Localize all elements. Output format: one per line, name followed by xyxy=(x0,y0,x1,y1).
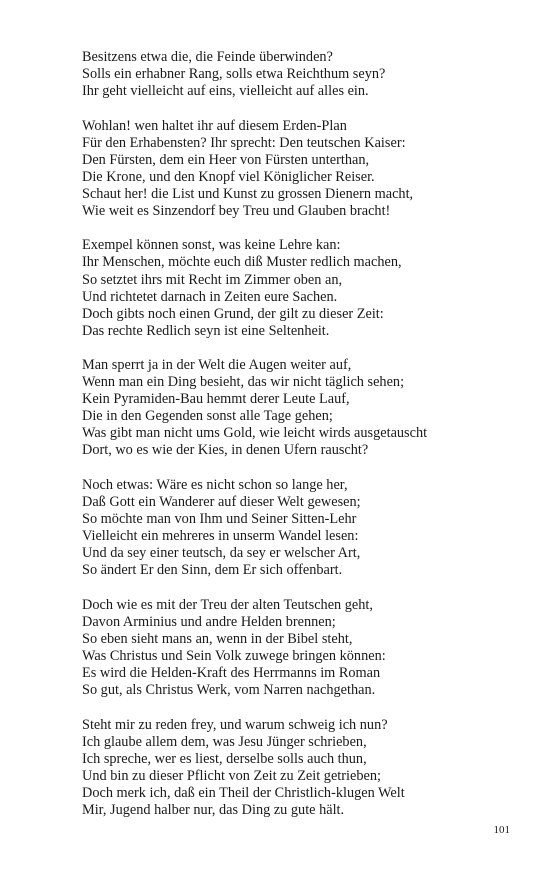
verse-line: Vielleicht ein mehreres in unserm Wandel lesen: xyxy=(82,528,359,545)
verse-line: So möchte man von Ihm und Seiner Sitten-Lehr xyxy=(82,511,357,528)
verse-line: Doch wie es mit der Treu der alten Teutschen geht, xyxy=(82,596,373,613)
verse-line: Doch merk ich, daß ein Theil der Christlich-klugen Welt xyxy=(82,784,405,801)
verse-line: Solls ein erhabner Rang, solls etwa Reichthum seyn? xyxy=(82,66,386,83)
verse-line: Ich spreche, wer es liest, derselbe solls auch thun, xyxy=(82,750,367,767)
verse-line: Dort, wo es wie der Kies, in denen Ufern rauscht? xyxy=(82,442,369,459)
verse-line: Mir, Jugend halber nur, das Ding zu gute hält. xyxy=(82,801,345,818)
poem-text xyxy=(82,49,522,836)
verse-line: Den Fürsten, dem ein Heer von Fürsten unterthan, xyxy=(82,151,370,168)
verse-line: Besitzens etwa die, die Feinde überwinden? xyxy=(82,49,333,65)
verse-line: Wohlan! wen haltet ihr auf diesem Erden-Plan xyxy=(82,117,347,134)
verse-line: Was Christus und Sein Volk zuwege bringen können: xyxy=(82,647,386,664)
verse-line: Davon Arminius und andre Helden brennen; xyxy=(82,613,336,630)
page-number: 101 xyxy=(493,824,510,836)
verse-line: Wie weit es Sinzendorf bey Treu und Glauben bracht! xyxy=(82,202,391,219)
verse-line: Es wird die Helden-Kraft des Herrmanns im Roman xyxy=(82,664,381,681)
verse-line: Doch gibts noch einen Grund, der gilt zu dieser Zeit: xyxy=(82,305,384,322)
verse-line: Steht mir zu reden frey, und warum schweig ich nun? xyxy=(82,716,388,733)
verse-line: Exempel können sonst, was keine Lehre kan: xyxy=(82,237,341,254)
verse-line: Ich glaube allem dem, was Jesu Jünger schrieben, xyxy=(82,733,367,750)
stanza xyxy=(82,49,522,100)
verse-line: Man sperrt ja in der Welt die Augen weiter auf, xyxy=(82,357,352,374)
verse-line: Noch etwas: Wäre es nicht schon so lange her, xyxy=(82,476,348,493)
verse-line: Wenn man ein Ding besieht, das wir nicht täglich sehen; xyxy=(82,374,405,391)
verse-line: So gut, als Christus Werk, vom Narren nachgethan. xyxy=(82,682,376,698)
verse-line: Kein Pyramiden-Bau hemmt derer Leute Lauf, xyxy=(82,391,350,408)
stanza xyxy=(82,597,522,699)
verse-line: Das rechte Redlich seyn ist eine Seltenheit. xyxy=(82,322,330,339)
verse-line: Und richtetet darnach in Zeiten eure Sachen. xyxy=(82,288,338,305)
verse-line: Und bin zu dieser Pflicht von Zeit zu Zeit getrieben; xyxy=(82,767,381,784)
verse-line: Daß Gott ein Wanderer auf dieser Welt gewesen; xyxy=(82,494,361,511)
stanza xyxy=(82,357,522,459)
stanza xyxy=(82,477,522,579)
verse-line: Für den Erhabensten? Ihr sprecht: Den teutschen Kaiser: xyxy=(82,134,406,151)
verse-line: Die Krone, und den Knopf viel Königlicher Reiser. xyxy=(82,168,375,185)
verse-line: Ihr geht vielleicht auf eins, vielleicht auf alles ein. xyxy=(82,83,369,100)
verse-line: Und da sey einer teutsch, da sey er welscher Art, xyxy=(82,545,361,562)
verse-line: So setztet ihrs mit Recht im Zimmer oben an, xyxy=(82,271,343,288)
verse-line: Die in den Gegenden sonst alle Tage gehen; xyxy=(82,408,333,425)
stanza xyxy=(82,717,522,819)
verse-line: Was gibt man nicht ums Gold, wie leicht wirds ausgetauscht xyxy=(82,425,428,442)
verse-line: So ändert Er den Sinn, dem Er sich offenbart. xyxy=(82,562,343,579)
verse-line: So eben sieht mans an, wenn in der Bibel steht, xyxy=(82,630,353,647)
verse-line: Ihr Menschen, möchte euch diß Muster redlich machen, xyxy=(82,254,402,271)
stanza xyxy=(82,237,522,339)
verse-line: Schaut her! die List und Kunst zu grossen Dienern macht, xyxy=(82,185,414,202)
stanza xyxy=(82,118,522,220)
